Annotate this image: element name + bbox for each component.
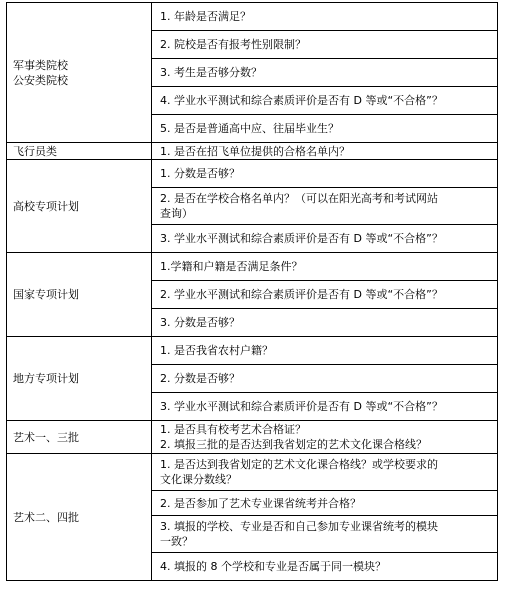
category-cell-national-special <box>7 253 152 337</box>
item-text: 3. 填报的学校、专业是否和自己参加专业课省统考的模块 <box>160 520 438 533</box>
table-row <box>7 337 498 365</box>
item-text: 1. 分数是否够？ <box>160 167 240 180</box>
item-text: 2. 学业水平测试和综合素质评价是否有 D 等或“不合格”？ <box>160 288 443 301</box>
item-cell <box>152 87 498 115</box>
item-text: 1. 是否在招飞单位提供的合格名单内？ <box>160 144 350 158</box>
category-label: 国家专项计划 <box>13 288 79 301</box>
category-cell-art-batch-1-3 <box>7 421 152 454</box>
category-cell-pilot <box>7 143 152 160</box>
item-text: 查询） <box>160 207 193 220</box>
table-row <box>7 160 498 188</box>
item-cell <box>152 59 498 87</box>
item-text: 2. 填报三批的是否达到我省划定的艺术文化课合格线？ <box>160 438 427 451</box>
table-row <box>7 454 498 491</box>
item-cell <box>152 225 498 253</box>
category-label: 军事类院校 <box>13 58 68 72</box>
item-text: 3. 分数是否够？ <box>160 316 240 329</box>
table-row <box>7 143 498 160</box>
table-row <box>7 421 498 454</box>
item-cell <box>152 160 498 188</box>
checklist-table <box>6 2 498 581</box>
item-cell <box>152 281 498 309</box>
category-label: 高校专项计划 <box>13 199 79 213</box>
item-cell <box>152 253 498 281</box>
item-cell <box>152 337 498 365</box>
item-cell <box>152 421 498 454</box>
item-text: 1. 是否具有校考艺术合格证？ <box>160 423 306 436</box>
item-cell <box>152 491 498 516</box>
item-cell <box>152 188 498 225</box>
item-cell <box>152 143 498 160</box>
item-cell <box>152 3 498 31</box>
item-text: 1. 年龄是否满足？ <box>160 10 251 23</box>
item-text: 1. 是否达到我省划定的艺术文化课合格线？或学校要求的 <box>160 458 438 471</box>
item-text: 1. 是否我省农村户籍？ <box>160 344 273 357</box>
category-cell-art-batch-2-4 <box>7 454 152 581</box>
item-cell <box>152 393 498 421</box>
item-text: 2. 分数是否够？ <box>160 372 240 385</box>
item-text: 文化课分数线？ <box>160 473 237 486</box>
category-label: 艺术二、四批 <box>13 510 79 524</box>
category-cell-local-special <box>7 337 152 421</box>
category-label: 地方专项计划 <box>13 372 79 385</box>
item-cell <box>152 454 498 491</box>
category-label: 公安类院校 <box>13 73 68 87</box>
item-text: 3. 学业水平测试和综合素质评价是否有 D 等或“不合格”？ <box>160 400 443 413</box>
table-row <box>7 3 498 31</box>
item-text: 1.学籍和户籍是否满足条件？ <box>160 260 303 273</box>
item-text: 2. 是否参加了艺术专业课省统考并合格？ <box>160 496 361 510</box>
item-cell <box>152 115 498 143</box>
category-cell-military-police <box>7 3 152 143</box>
item-cell <box>152 516 498 553</box>
item-text: 4. 填报的 8 个学校和专业是否属于同一模块？ <box>160 560 386 573</box>
item-text: 5. 是否是普通高中应、往届毕业生？ <box>160 122 339 135</box>
category-cell-university-special <box>7 160 152 253</box>
item-text: 3. 学业水平测试和综合素质评价是否有 D 等或“不合格”？ <box>160 232 443 245</box>
table-row <box>7 253 498 281</box>
category-label: 艺术一、三批 <box>13 430 79 444</box>
item-text: 2. 是否在学校合格名单内？（可以在阳光高考和考试网站 <box>160 192 438 205</box>
item-text: 3. 考生是否够分数？ <box>160 66 262 79</box>
item-text: 2. 院校是否有报考性别限制？ <box>160 38 306 51</box>
item-cell <box>152 309 498 337</box>
item-cell <box>152 31 498 59</box>
item-text: 4. 学业水平测试和综合素质评价是否有 D 等或“不合格”？ <box>160 94 443 107</box>
item-text: 一致？ <box>160 535 193 548</box>
item-cell <box>152 365 498 393</box>
item-cell <box>152 553 498 581</box>
category-label: 飞行员类 <box>13 144 57 158</box>
